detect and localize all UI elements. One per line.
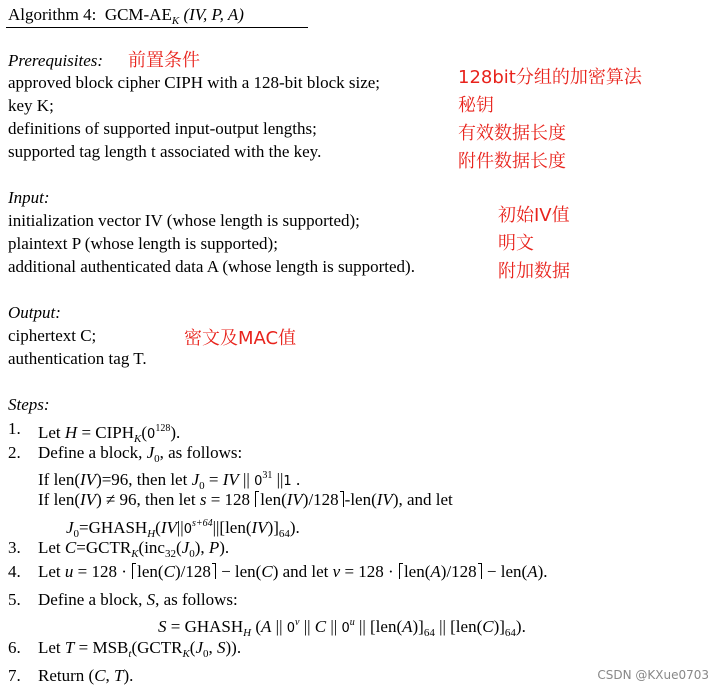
step-3: Let $C=GCTR_K(inc_{32}(J_0)$, P). [38, 538, 230, 560]
step-7: Return (C, T). [38, 666, 134, 685]
step-2-case-1: If len(IV)=96, then let $J_0$ = IV || $0^{31}$ ||1 . [38, 470, 301, 492]
step-5: Define a block, S, as follows: [38, 590, 238, 609]
prereq-line-2: key K; [8, 96, 54, 115]
annotation-iv: 初始IV值 [498, 205, 570, 226]
step-number-7: 7. [8, 666, 21, 685]
step-number-5: 5. [8, 590, 21, 609]
annotation-output: 密文及MAC值 [184, 328, 297, 349]
prereq-line-4: supported tag length t associated with the key. [8, 142, 322, 161]
title-underline [6, 27, 308, 28]
output-heading: Output: [8, 303, 61, 322]
annotation-aad: 附加数据 [498, 261, 570, 282]
step-number-6: 6. [8, 638, 21, 657]
step-number-4: 4. [8, 562, 21, 581]
prerequisites-heading: Prerequisites: [8, 51, 104, 70]
step-6: Let $T = MSB_t(GCTR_K(J_0$, S)). [38, 638, 242, 660]
step-2: Define a block, $J_0$, as follows: [38, 443, 243, 465]
title-name: GCM-AE [104, 5, 172, 24]
prereq-line-1: approved block cipher CIPH with a 128-bit block size; [8, 73, 381, 92]
input-line-3: additional authenticated data A (whose length is supported). [8, 257, 415, 276]
annotation-key: 秘钥 [458, 95, 494, 116]
output-line-2: authentication tag T. [8, 349, 147, 368]
step-4: Let u = 128 · len(C)/128 − len(C) and let v = 128 · len(A)/128 − len(A). [38, 562, 548, 581]
step-1: Let $H = CIPH_K(0^{128})$. [38, 423, 181, 445]
step-number-1: 1. [8, 419, 21, 438]
annotation-cipher: 128bit分组的加密算法 [458, 67, 642, 88]
step-number-3: 3. [8, 538, 21, 557]
output-line-1: ciphertext C; [8, 326, 97, 345]
input-line-2: plaintext P (whose length is supported); [8, 234, 278, 253]
title-sub: K [171, 15, 180, 27]
input-line-1: initialization vector IV (whose length is supported); [8, 211, 360, 230]
step-2-case-2-formula: $J_0=GHASH_H(IV||0^{s+64}||[len(IV)]_{64})$. [66, 518, 300, 540]
step-number-2: 2. [8, 443, 21, 462]
watermark: CSDN @KXue0703 [597, 668, 709, 682]
input-heading: Input: [8, 188, 50, 207]
title-prefix: Algorithm 4: [8, 5, 97, 24]
annotation-plaintext: 明文 [498, 233, 534, 254]
prereq-line-3: definitions of supported input-output lengths; [8, 119, 317, 138]
step-2-case-2: If len(IV) ≠ 96, then let s = 128 len(IV)/128 -len(IV), and let [38, 490, 453, 509]
annotation-lengths: 有效数据长度 [458, 123, 566, 144]
steps-heading: Steps: [8, 395, 50, 414]
annotation-tag-length: 附件数据长度 [458, 151, 566, 172]
annotation-prereq: 前置条件 [128, 50, 200, 71]
step-5-formula: $S = GHASH_H$ (A || 0$^v$ || C || 0$^u$ || $[len(A)]_{64}$ || $[len(C)]_{64}$). [158, 617, 526, 639]
title-args: (IV, P, A) [183, 5, 244, 24]
